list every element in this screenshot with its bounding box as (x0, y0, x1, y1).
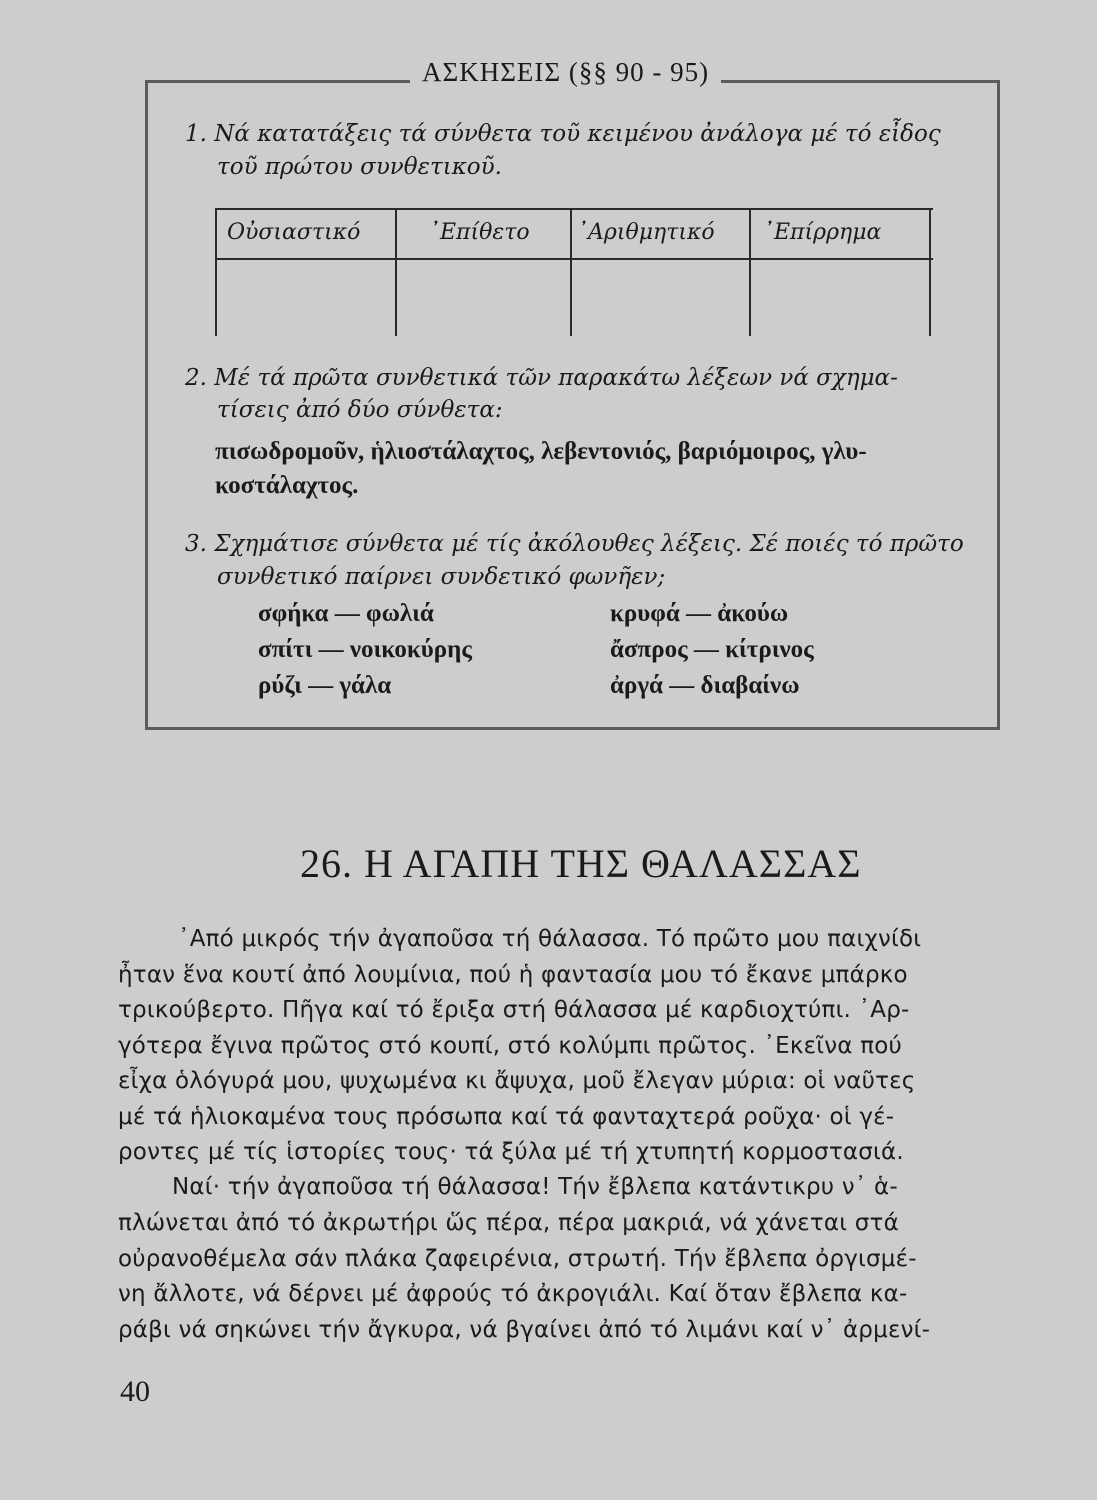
exercise-3-line-1: 3. Σχημάτισε σύνθετα μέ τίς ἀκόλουθες λέξεις. Σέ ποιές τό πρῶτο (185, 531, 964, 557)
word-pair: σπίτι — νοικοκύρης (258, 636, 472, 663)
body-text-line: ᾿Από μικρός τήν ἀγαποῦσα τή θάλασσα. Τό πρῶτο μου παιχνίδι (178, 926, 922, 952)
table-column-border (395, 208, 397, 336)
exercises-heading: ΑΣΚΗΣΕΙΣ (§§ 90 - 95) (410, 57, 721, 88)
exercise-2-line-1: 2. Μέ τά πρῶτα συνθετικά τῶν παρακάτω λέξεων νά σχημα- (185, 365, 898, 391)
exercise-2-words-line-2: κοστάλαχτος. (215, 472, 359, 499)
body-text-line: γότερα ἔγινα πρῶτος στό κουπί, στό κολύμπι πρῶτος. ᾿Εκεῖνα πού (118, 1033, 903, 1059)
word-pair: σφήκα — φωλιά (258, 600, 434, 627)
table-header-noun: Οὐσιαστικό (227, 220, 361, 245)
exercise-3-line-2: συνθετικό παίρνει συνδετικό φωνῆεν; (217, 564, 666, 590)
word-pair: κρυφά — ἀκούω (610, 600, 789, 627)
body-text-line: μέ τά ἡλιοκαμένα τους πρόσωπα καί τά φανταχτερά ροῦχα· οἱ γέ- (118, 1104, 895, 1130)
exercise-2-words-line-1: πισωδρομοῦν, ἡλιοστάλαχτος, λεβεντονιός, βαριόμοιρος, γλυ- (215, 438, 867, 465)
table-column-border (570, 208, 572, 336)
classification-table (215, 208, 933, 336)
page-number: 40 (120, 1375, 150, 1408)
table-header-adverb: ᾿Επίρρημα (763, 220, 882, 245)
body-text-line: ράβι νά σηκώνει τήν ἄγκυρα, νά βγαίνει ἀπό τό λιμάνι καί ν᾿ ἀρμενί- (118, 1317, 931, 1343)
table-top-border (215, 208, 933, 210)
body-text-line: ἦταν ἕνα κουτί ἀπό λουμίνια, πού ἡ φαντασία μου τό ἔκανε μπάρκο (118, 962, 908, 988)
body-text-line: εἶχα ὁλόγυρά μου, ψυχωμένα κι ἄψυχα, μοῦ ἔλεγαν μύρια: οἱ ναῦτες (118, 1068, 916, 1094)
exercise-1-line-1: 1. Νά κατατάξεις τά σύνθετα τοῦ κειμένου ἀνάλογα μέ τό εἶδος (185, 121, 941, 147)
body-text-line: Ναί· τήν ἀγαποῦσα τή θάλασσα! Τήν ἔβλεπα κατάντικρυ ν᾿ ἁ- (172, 1174, 898, 1200)
body-text-line: πλώνεται ἀπό τό ἀκρωτήρι ὥς πέρα, πέρα μακριά, νά χάνεται στά (118, 1210, 899, 1236)
table-column-border (215, 208, 217, 336)
exercise-1-line-2: τοῦ πρώτου συνθετικοῦ. (217, 154, 502, 180)
table-header-adjective: ᾿Επίθετο (429, 220, 530, 245)
table-header-border (215, 258, 933, 260)
body-text-line: ροντες μέ τίς ἱστορίες τους· τά ξύλα μέ τή χτυπητή κορμοστασιά. (118, 1139, 904, 1165)
word-pair: ἄσπρος — κίτρινος (610, 636, 814, 663)
table-header-numeral: ᾿Αριθμητικό (577, 220, 715, 245)
table-column-border (749, 208, 751, 336)
table-column-border (929, 208, 931, 336)
word-pair: ἀργά — διαβαίνω (610, 672, 800, 699)
body-text-line: νη ἄλλοτε, νά δέρνει μέ ἀφρούς τό ἀκρογιάλι. Καί ὅταν ἔβλεπα κα- (118, 1281, 908, 1307)
exercise-2-line-2: τίσεις ἀπό δύο σύνθετα: (217, 397, 503, 423)
word-pair: ρύζι — γάλα (258, 672, 392, 699)
body-text-line: τρικούβερτο. Πῆγα καί τό ἔριξα στή θάλασσα μέ καρδιοχτύπι. ᾿Αρ- (118, 997, 910, 1023)
chapter-title: 26. Η ΑΓΑΠΗ ΤΗΣ ΘΑΛΑΣΣΑΣ (300, 841, 862, 886)
body-text-line: οὐρανοθέμελα σάν πλάκα ζαφειρένια, στρωτή. Τήν ἔβλεπα ὀργισμέ- (118, 1246, 917, 1272)
